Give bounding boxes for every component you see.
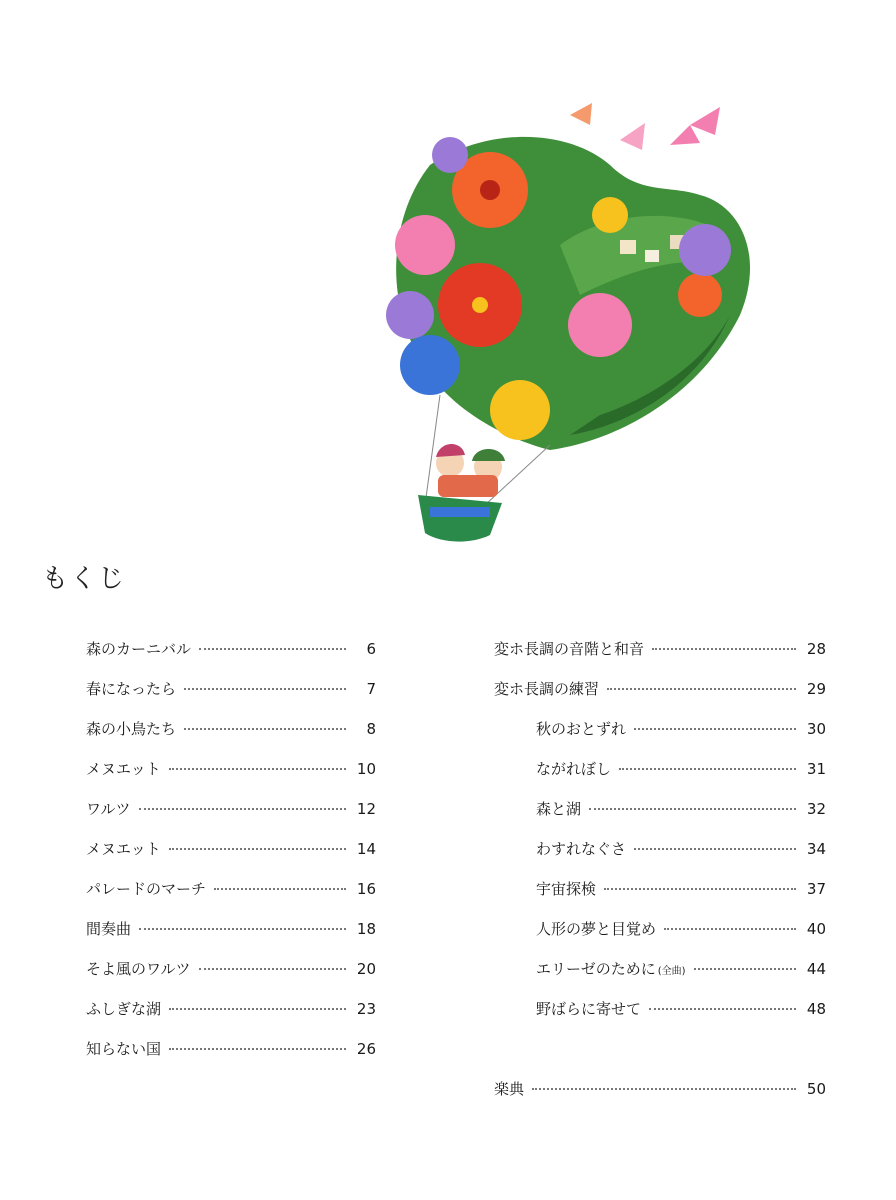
butterfly-icon <box>620 123 645 150</box>
toc-entry-title: 知らない国 <box>86 1040 162 1058</box>
toc-leader-dots <box>184 728 346 730</box>
flower-icon <box>679 224 731 276</box>
child-body <box>438 475 498 497</box>
toc-leader-dots <box>169 1048 346 1050</box>
toc-entry[interactable] <box>536 838 826 878</box>
flower-icon <box>592 197 628 233</box>
toc-entry[interactable] <box>536 878 826 918</box>
balloon-basket-icon <box>418 495 502 542</box>
toc-leader-dots <box>199 648 346 650</box>
flower-icon <box>568 293 632 357</box>
toc-leader-dots <box>169 1008 346 1010</box>
toc-leader-dots <box>619 768 796 770</box>
toc-entry[interactable] <box>536 958 826 998</box>
toc-entry-title: わすれなぐさ <box>536 840 627 858</box>
toc-page-number: 28 <box>806 640 826 658</box>
toc-leader-dots <box>199 968 346 970</box>
flower-icon <box>472 297 488 313</box>
toc-entry[interactable] <box>536 718 826 758</box>
toc-entry-title: パレードのマーチ <box>86 880 207 898</box>
toc-page-number: 50 <box>806 1080 826 1098</box>
toc-title: もくじ <box>42 564 127 594</box>
toc-entry-note: (全曲) <box>657 966 686 977</box>
toc-entry-title: 春になったら <box>86 680 177 698</box>
toc-page-number: 32 <box>806 800 826 818</box>
toc-left-column <box>86 638 376 1078</box>
toc-page-number: 8 <box>366 720 376 738</box>
toc-entry-title: 楽典 <box>494 1080 525 1098</box>
toc-page-number: 7 <box>366 680 376 698</box>
toc-page-number: 10 <box>356 760 376 778</box>
toc-entry-title: 宇宙探検 <box>536 880 597 898</box>
toc-entry[interactable] <box>494 678 826 718</box>
toc-page-number: 29 <box>806 680 826 698</box>
toc-entry[interactable] <box>86 678 376 718</box>
toc-entry-title: 秋のおとずれ <box>536 720 627 738</box>
toc-page-number: 30 <box>806 720 826 738</box>
toc-entry-title: 人形の夢と目覚め <box>536 920 657 938</box>
toc-entry[interactable] <box>86 918 376 958</box>
toc-page-number: 6 <box>366 640 376 658</box>
toc-entry-title: ワルツ <box>86 800 131 818</box>
toc-leader-dots <box>214 888 346 890</box>
toc-entry[interactable] <box>86 998 376 1038</box>
toc-entry-title: 変ホ長調の音階と和音 <box>494 640 645 658</box>
flower-icon <box>432 137 468 173</box>
toc-entry-title: 変ホ長調の練習 <box>494 680 600 698</box>
toc-entry-title: メヌエット <box>86 760 161 778</box>
butterfly-icon <box>670 107 720 145</box>
flower-icon <box>480 180 500 200</box>
toc-entry[interactable] <box>494 1078 826 1118</box>
toc-entry[interactable] <box>536 798 826 838</box>
toc-leader-dots <box>607 688 796 690</box>
toc-entry[interactable] <box>536 918 826 958</box>
toc-leader-dots <box>694 968 796 970</box>
toc-entry-title: エリーゼのために <box>536 960 656 978</box>
child-hat <box>472 449 505 461</box>
toc-entry[interactable] <box>86 878 376 918</box>
toc-leader-dots <box>184 688 346 690</box>
toc-entry-title: ふしぎな湖 <box>86 1000 162 1018</box>
butterfly-icon <box>570 103 592 125</box>
toc-entry-title: ながれぼし <box>536 760 612 778</box>
toc-page-number: 40 <box>806 920 826 938</box>
toc-leader-dots <box>634 848 796 850</box>
toc-page-number: 26 <box>356 1040 376 1058</box>
flower-icon <box>678 273 722 317</box>
toc-entry-title: そよ風のワルツ <box>86 960 191 978</box>
toc-entry[interactable] <box>536 998 826 1038</box>
toc-entry[interactable] <box>494 638 826 678</box>
basket-stripe <box>430 507 490 517</box>
house-icon <box>645 250 659 262</box>
flower-balloon-illustration <box>370 95 770 545</box>
toc-leader-dots <box>139 928 346 930</box>
child-hair <box>436 444 465 457</box>
toc-page-number: 23 <box>356 1000 376 1018</box>
toc-entry-title: 森のカーニバル <box>86 640 192 658</box>
toc-entry[interactable] <box>86 718 376 758</box>
toc-entry[interactable] <box>86 838 376 878</box>
balloon-rope <box>425 395 440 505</box>
toc-leader-dots <box>604 888 796 890</box>
house-icon <box>620 240 636 254</box>
flower-icon <box>490 380 550 440</box>
toc-entry[interactable] <box>86 758 376 798</box>
toc-page-number: 31 <box>806 760 826 778</box>
toc-leader-dots <box>139 808 346 810</box>
toc-leader-dots <box>634 728 796 730</box>
toc-page-number: 16 <box>356 880 376 898</box>
toc-leader-dots <box>169 848 346 850</box>
toc-entry[interactable] <box>536 758 826 798</box>
toc-leader-dots <box>532 1088 796 1090</box>
toc-entry[interactable] <box>86 798 376 838</box>
toc-entry-title: 野ばらに寄せて <box>536 1000 642 1018</box>
toc-entry-title: 森と湖 <box>536 800 582 818</box>
flower-icon <box>386 291 434 339</box>
toc-leader-dots <box>169 768 346 770</box>
toc-right-column <box>494 638 826 1118</box>
flower-icon <box>395 215 455 275</box>
toc-page-number: 48 <box>806 1000 826 1018</box>
toc-entry[interactable] <box>86 638 376 678</box>
toc-page-number: 44 <box>806 960 826 978</box>
toc-page-number: 20 <box>356 960 376 978</box>
toc-entry-title: 森の小鳥たち <box>86 720 177 738</box>
toc-page-number: 12 <box>356 800 376 818</box>
toc-page-number: 37 <box>806 880 826 898</box>
toc-entry-title: メヌエット <box>86 840 161 858</box>
toc-entry-title: 間奏曲 <box>86 920 132 938</box>
toc-entry[interactable] <box>86 958 376 998</box>
toc-entry[interactable] <box>86 1038 376 1078</box>
toc-leader-dots <box>649 1008 796 1010</box>
toc-page-number: 18 <box>356 920 376 938</box>
toc-leader-dots <box>664 928 796 930</box>
toc-leader-dots <box>652 648 796 650</box>
toc-page-number: 14 <box>356 840 376 858</box>
flower-icon <box>400 335 460 395</box>
toc-leader-dots <box>589 808 796 810</box>
toc-page-number: 34 <box>806 840 826 858</box>
